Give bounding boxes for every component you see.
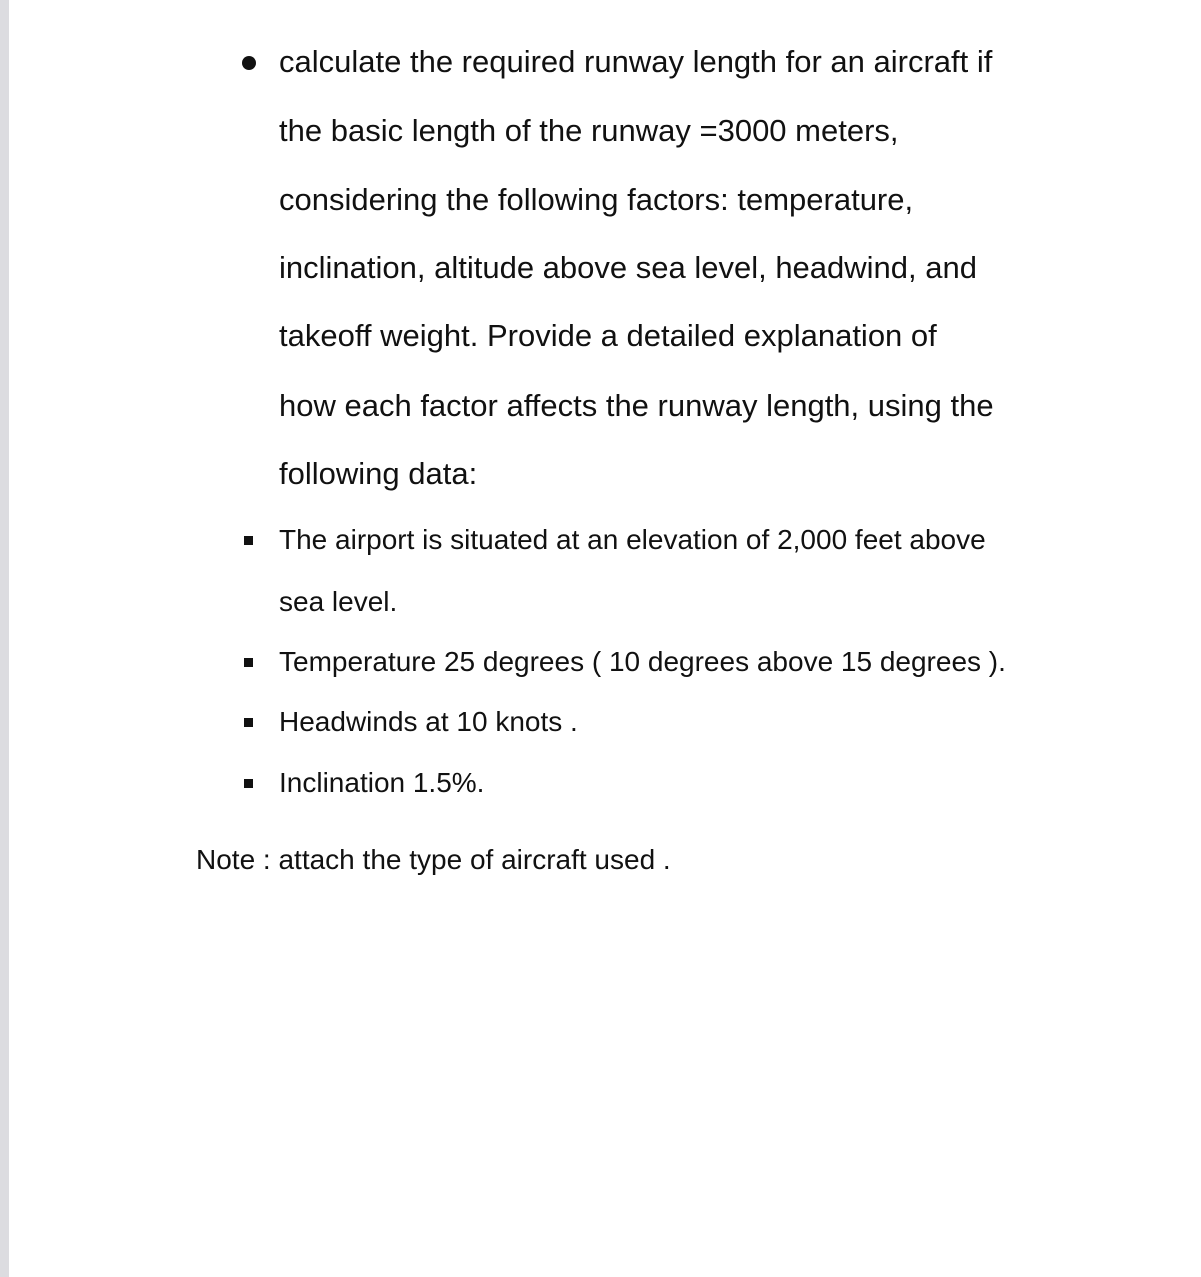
note-text: Note : attach the type of aircraft used .	[196, 844, 671, 875]
square-bullet-icon	[244, 536, 253, 545]
data-item-headwinds: Headwinds at 10 knots .	[279, 706, 578, 737]
data-item-elevation-line-2: sea level.	[279, 586, 398, 617]
data-item-elevation-line-1: The airport is situated at an elevation of 2,000 feet above	[279, 524, 986, 555]
main-bullet-line-7: following data:	[279, 456, 478, 491]
data-item-temperature: Temperature 25 degrees ( 10 degrees above 15 degrees ).	[279, 646, 1006, 677]
square-bullet-icon	[244, 658, 253, 667]
data-item-inclination: Inclination 1.5%.	[279, 767, 485, 798]
main-bullet-line-3: considering the following factors: temperature,	[279, 182, 914, 217]
page-left-edge	[0, 0, 9, 1277]
main-bullet-line-5: takeoff weight. Provide a detailed explanation of	[279, 318, 937, 353]
main-bullet-dot-icon	[242, 56, 256, 70]
main-bullet-line-2: the basic length of the runway =3000 meters,	[279, 113, 899, 148]
main-bullet-line-4: inclination, altitude above sea level, headwind, and	[279, 250, 977, 285]
main-bullet-line-6: how each factor affects the runway length, using the	[279, 388, 994, 423]
main-bullet-line-1: calculate the required runway length for an aircraft if	[279, 44, 993, 79]
square-bullet-icon	[244, 718, 253, 727]
square-bullet-icon	[244, 779, 253, 788]
